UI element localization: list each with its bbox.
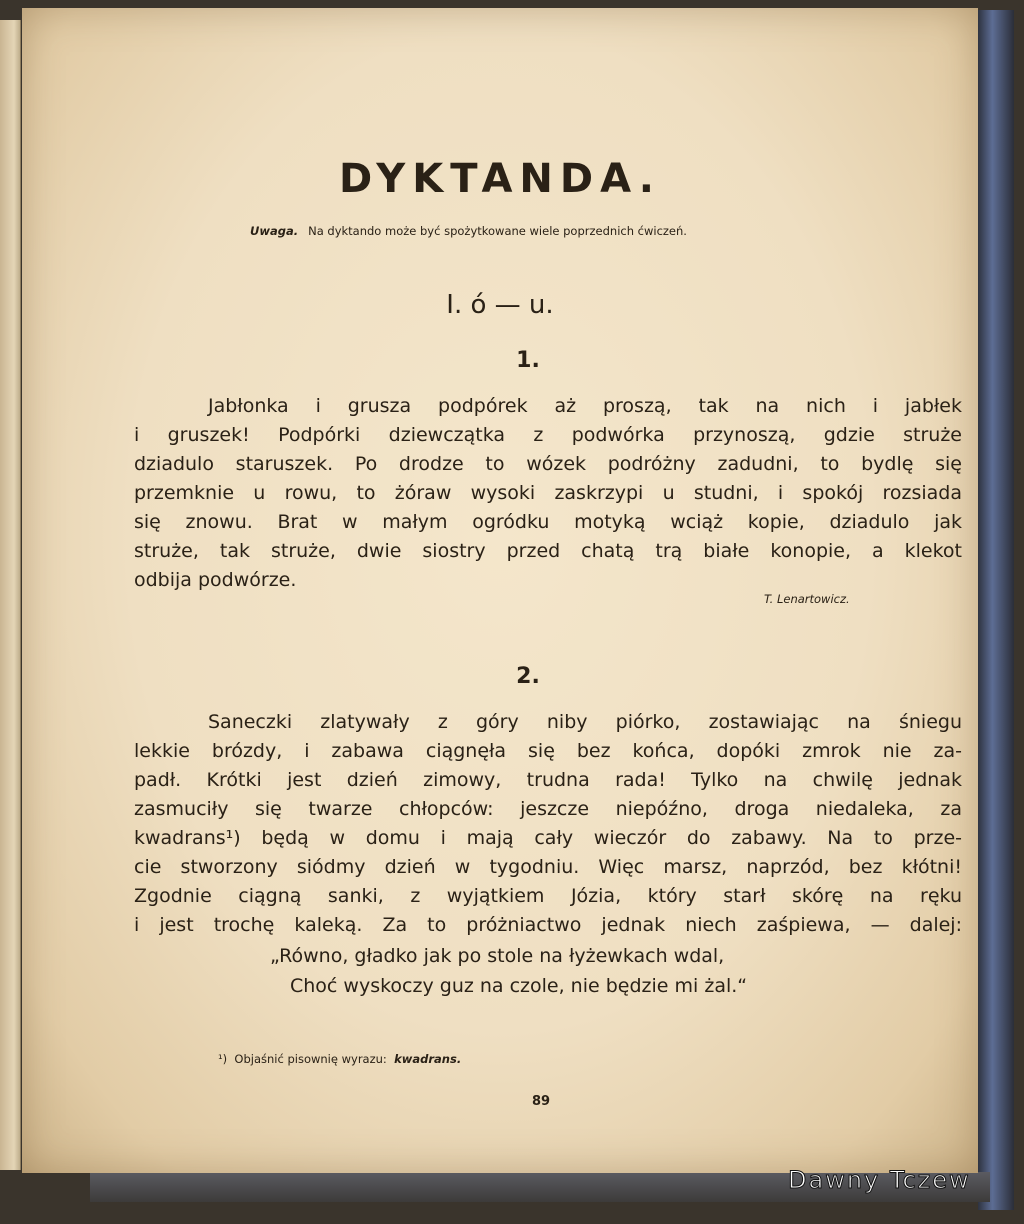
text-line: i jest trochę kaleką. Za to próżniactwo jednak niech zaśpiewa, — dalej: [134, 914, 962, 936]
text-line: padł. Krótki jest dzień zimowy, trudna rada! Tylko na chwilę jednak [134, 769, 962, 791]
section-title: I. ó — u. [446, 290, 554, 320]
text-line: struże, tak struże, dwie siostry przed chatą trą białe konopie, a klekot [134, 540, 962, 562]
note-text: Na dyktando może być spożytkowane wiele poprzednich ćwiczeń. [308, 224, 687, 238]
text-line: i gruszek! Podpórki dziewczątka z podwórka przynoszą, gdzie struże [134, 424, 962, 446]
footnote-mark: ¹) [218, 1052, 228, 1066]
text-line: zasmuciły się twarze chłopców: jeszcze niepóźno, droga niedaleka, za [134, 798, 962, 820]
text-line: dziadulo staruszek. Po drodze to wózek podróżny zadudni, to bydlę się [134, 453, 962, 475]
text-line: Jabłonka i grusza podpórek aż proszą, tak na nich i jabłek [208, 395, 962, 417]
book-cover-edge [978, 10, 1014, 1210]
text-line: cie stworzony siódmy dzień w tygodniu. Więc marsz, naprzód, bez kłótni! [134, 856, 962, 878]
exercise-number-2: 2. [516, 664, 540, 689]
exercise-1-text [134, 392, 962, 595]
page-number: 89 [532, 1094, 551, 1109]
text-line: lekkie brózdy, i zabawa ciągnęła się bez końca, dopóki zmrok nie za- [134, 740, 962, 762]
text-line: kwadrans¹) będą w domu i mają cały wieczór do zabawy. Na to prze- [134, 827, 962, 849]
text-line: się znowu. Brat w małym ogródku motyką wciąż kopie, dziadulo jak [134, 511, 962, 533]
footnote-word: kwadrans. [394, 1052, 462, 1066]
watermark: Dawny Tczew [788, 1166, 971, 1194]
text-line: Saneczki zlatywały z góry niby piórko, zostawiając na śniegu [208, 711, 962, 733]
previous-page-edge [0, 20, 21, 1170]
book-page [22, 8, 978, 1173]
verse-line: „Równo, gładko jak po stole na łyżewkach wdal, [270, 945, 725, 967]
footnote [218, 1052, 461, 1066]
verse-line: Choć wyskoczy guz na czole, nie będzie mi żal.“ [290, 975, 748, 997]
page-title: DYKTANDA. [339, 156, 661, 202]
footnote-text: Objaśnić pisownię wyrazu: [234, 1052, 387, 1066]
author-signature: T. Lenartowicz. [764, 592, 850, 606]
exercise-number-1: 1. [516, 348, 540, 373]
note [250, 224, 687, 238]
note-label: Uwaga. [250, 224, 299, 238]
exercise-2-text [134, 708, 962, 940]
verse [270, 941, 747, 1001]
text-line: przemknie u rowu, to żóraw wysoki zaskrzypi u studni, i spokój rozsiada [134, 482, 962, 504]
text-line: Zgodnie ciągną sanki, z wyjątkiem Józia, który starł skórę na ręku [134, 885, 962, 907]
text-line: odbija podwórze. [134, 569, 297, 591]
